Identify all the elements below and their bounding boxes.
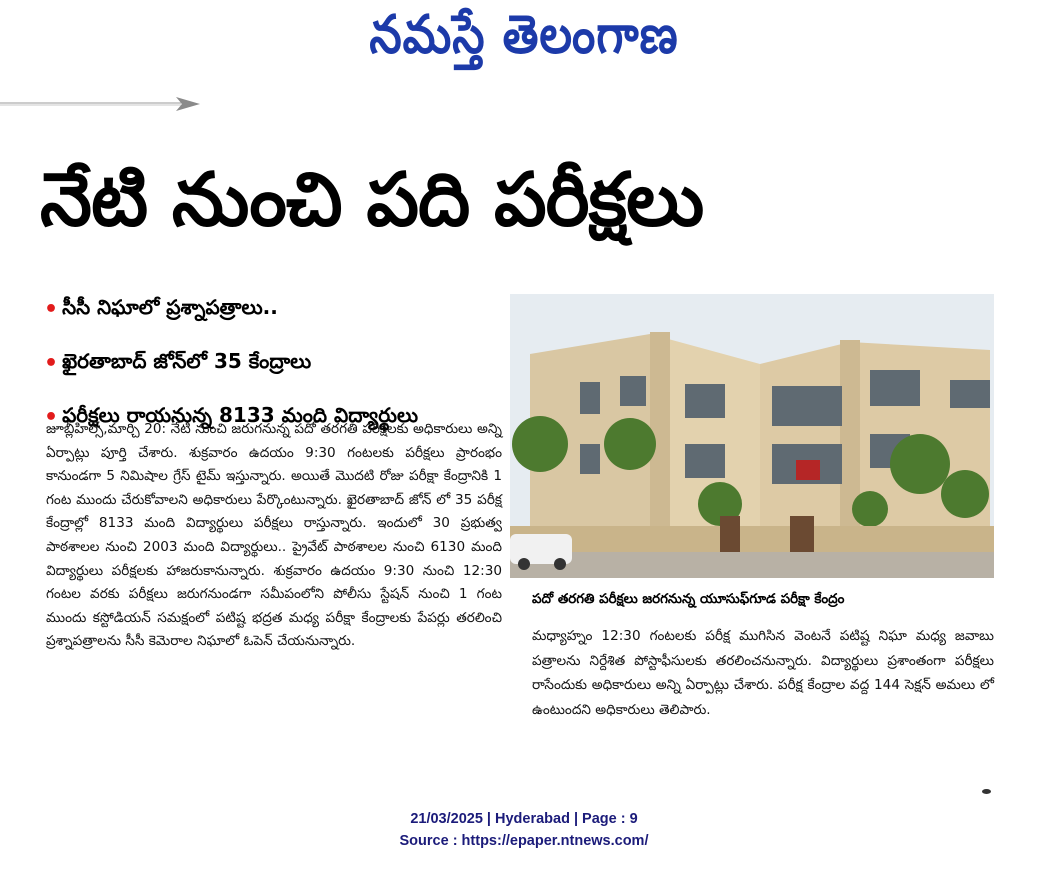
bullet-item	[44, 282, 504, 336]
bullet-dot-icon: •	[44, 404, 59, 430]
footer-date-line: 21/03/2025 | Hyderabad | Page : 9	[410, 811, 638, 827]
footer-source-line: Source : https://epaper.ntnews.com/	[399, 833, 649, 849]
bullet-dot-icon: •	[44, 296, 59, 322]
article-body-right	[532, 624, 994, 722]
decorative-rule	[0, 92, 210, 116]
masthead	[0, 0, 1048, 78]
body-paragraph: మధ్యాహ్నం 12:30 గంటలకు పరీక్ష ముగిసిన వెంటనే పటిష్ట నిఘా మధ్య జవాబు పత్రాలను నిర్దేశిత పోస్టాఫీసులకు తరలించనున్నారు. విద్యార్థులు ప్రశాంతంగా పరీక్షలు రాసేందుకు అధికారులు అన్ని ఏర్పాట్లు చేశారు. పరీక్ష కేంద్రాల వద్ద 144 సెక్షన్ అమలు లో ఉంటుందని అధికారులు తెలిపారు.	[532, 628, 994, 718]
bullet-text: ఖైరతాబాద్ జోన్‌లో 35 కేంద్రాలు	[62, 348, 312, 373]
body-paragraph: జూబ్లీహిల్స్,మార్చి 20: నేటి నుంచి జరుగనున్న పదో తరగతి పరీక్షలకు అధికారులు అన్ని ఏర్పాట్లు పూర్తి చేశారు. శుక్రవారం ఉదయం 9:30 గంటలకు పరీక్షలు ప్రారంభం కానుండగా 5 నిమిషాల గ్రేస్ టైమ్ ఇస్తున్నారు. అయితే మొదటి రోజు పరీక్షా కేంద్రానికి 1 గంట ముందు చేరుకోవాలని అధికారులు పేర్కొంటున్నారు. ఖైరతాబాద్ జోన్ లో 35 పరీక్ష కేంద్రాల్లో 8133 మంది విద్యార్థులు పరీక్షలు రాస్తున్నారు. ఇందులో 30 ప్రభుత్వ పాఠశాలల నుంచి 2003 మంది విద్యార్థులు.. ప్రైవేట్ పాఠశాలల నుంచి 6130 మంది విద్యార్థులు పరీక్షలకు హాజరుకానున్నారు. శుక్రవారం ఉదయం 9:30 నుంచి 12:30 గంటల వరకు పరీక్షలు జరుగనుండగా సమీపంలోని పోలీసు స్టేషన్ నుంచి 1 గంట ముందు కస్టోడియన్ సమక్షంలో పటిష్ట భద్రత మధ్య పరీక్షా కేంద్రాలకు పేపర్లు తరలించి ప్రశ్నాపత్రాలను సీసీ కెమెరాల నిఘాలో ఓపెన్ చేయనున్నారు.	[46, 421, 502, 650]
headline: నేటి నుంచి పది పరీక్షలు	[40, 157, 704, 243]
bullet-dot-icon: •	[44, 350, 59, 376]
decorative-dot	[982, 789, 991, 794]
bullet-text: పరీక్షలు రాయనున్న 8133 మంది విద్యార్థులు	[62, 402, 419, 427]
photo-caption: పదో తరగతి పరీక్షలు జరగనున్న యూసుఫ్‌గూడ పరీక్షా కేంద్రం	[532, 592, 845, 607]
school-building-photo	[510, 294, 994, 578]
article-body-left	[46, 418, 502, 654]
footer	[0, 808, 1048, 852]
bullet-item	[44, 336, 504, 390]
newspaper-logo: నమస్తే తెలంగాణ	[369, 3, 679, 66]
bullet-text: సీసీ నిఘాలో ప్రశ్నాపత్రాలు..	[62, 294, 278, 319]
